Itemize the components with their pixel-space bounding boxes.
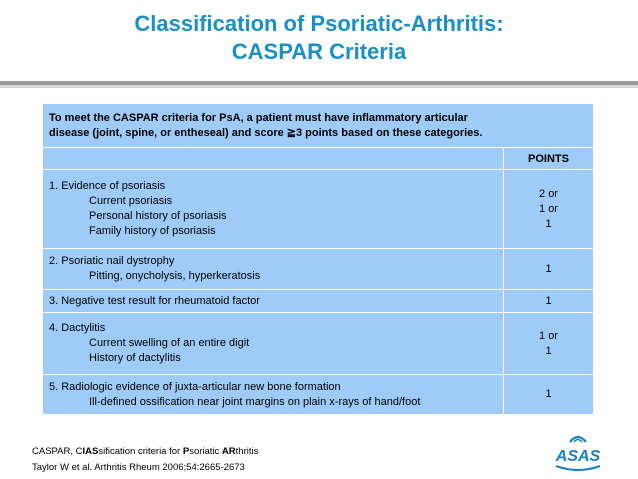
table-row (43, 249, 594, 290)
criterion-title: 4. Dactylitis (49, 322, 106, 334)
logo-text: ASAS (555, 448, 601, 465)
footnote-bold: AR (221, 446, 236, 457)
points-value: 1 or (539, 329, 558, 342)
points-value: 1 (545, 217, 552, 230)
citation: Taylor W et al. Arthritis Rheum 2006;54:2665-2673 (32, 462, 245, 473)
header-empty-cell (43, 148, 504, 170)
points-cell (504, 375, 594, 415)
points-header: POINTS (504, 148, 594, 170)
criterion-title: 3. Negative test result for rheumatoid factor (49, 294, 260, 307)
criterion-sub: History of dactylitis (89, 352, 181, 364)
criterion-sub: Personal history of psoriasis (89, 210, 227, 222)
footnote-text: soriatic (189, 446, 222, 457)
footnote-text: thritis (235, 446, 259, 457)
criterion-cell (43, 313, 504, 375)
intro-row (43, 104, 594, 148)
points-cell (504, 170, 594, 249)
title-line-2: CASPAR Criteria (231, 39, 407, 64)
title-line-1: Classification of Psoriatic-Arthritis: (134, 11, 504, 36)
points-cell (504, 290, 594, 313)
table-row (43, 313, 594, 375)
points-value: 1 (545, 388, 552, 400)
caspar-criteria-table (42, 103, 594, 415)
criterion-cell (43, 375, 504, 415)
table-row (43, 375, 594, 415)
points-value: 1 (545, 344, 552, 357)
divider-light (0, 85, 638, 88)
points-value: 1 (545, 294, 552, 307)
slide-title (0, 10, 638, 66)
points-cell (504, 313, 594, 375)
table-row (43, 170, 594, 249)
criterion-cell (43, 290, 504, 313)
footnote-bold: P (182, 446, 190, 457)
header-row (43, 148, 594, 170)
table-row (43, 290, 594, 313)
criterion-title: 1. Evidence of psoriasis (49, 180, 166, 192)
criterion-sub: Current swelling of an entire digit (89, 337, 250, 349)
intro-line-1: To meet the CASPAR criteria for PsA, a patient must have inflammatory articular (49, 111, 468, 124)
criterion-sub: Ill-defined ossification near joint margins on plain x-rays of hand/foot (89, 395, 421, 408)
criterion-title: 2. Psoriatic nail dystrophy (49, 255, 175, 267)
intro-line-2: disease (joint, spine, or entheseal) and score ≧3 points based on these categories. (49, 126, 483, 139)
footnote-text: CASPAR, C (32, 446, 83, 457)
points-cell (504, 249, 594, 290)
caspar-acronym-note (32, 446, 258, 457)
asas-logo-icon (548, 428, 608, 476)
footnote-text: sification criteria for (98, 446, 183, 457)
points-value: 2 or (539, 187, 558, 200)
criterion-cell (43, 249, 504, 290)
intro-cell (43, 104, 594, 148)
points-value: 1 (545, 262, 552, 275)
criterion-sub: Current psoriasis (89, 195, 173, 207)
criterion-sub: Pitting, onycholysis, hyperkeratosis (89, 270, 261, 282)
points-value: 1 or (539, 202, 558, 215)
criterion-title: 5. Radiologic evidence of juxta-articular new bone formation (49, 380, 341, 393)
criterion-sub: Family history of psoriasis (89, 225, 216, 237)
criterion-cell (43, 170, 504, 249)
footnote-bold: lAS (82, 446, 99, 457)
